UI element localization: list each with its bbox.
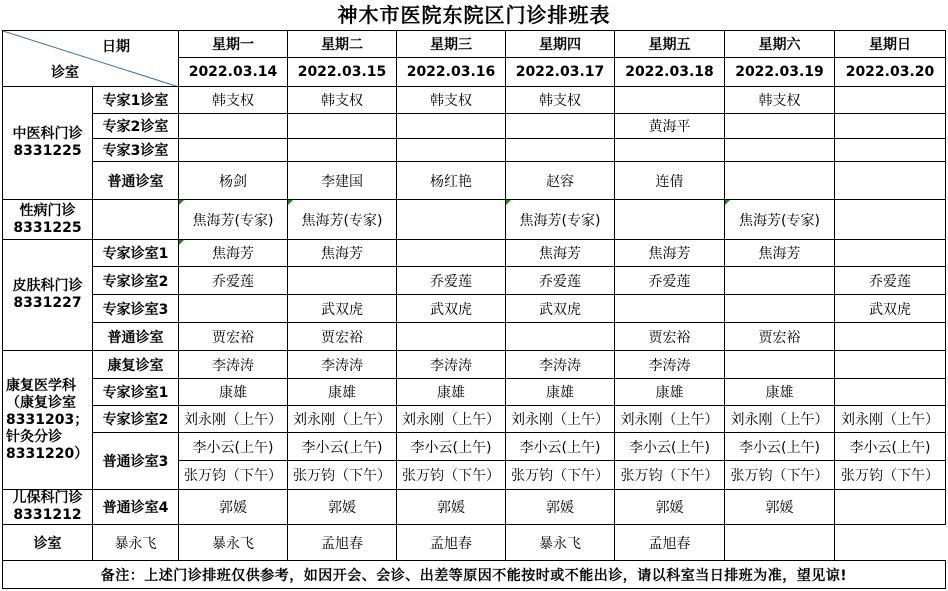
room-cell: 普通诊室4 bbox=[93, 490, 179, 525]
room-cell: 专家1诊室 bbox=[93, 87, 179, 114]
schedule-row bbox=[3, 162, 946, 200]
date-header: 2022.03.17 bbox=[506, 58, 615, 87]
doctor-cell: 贾宏裕 bbox=[179, 323, 288, 351]
doctor-cell: 郭媛 bbox=[725, 490, 835, 525]
doctor-cell: 韩支权 bbox=[179, 87, 288, 114]
room-cell: 专家诊室2 bbox=[93, 267, 179, 295]
schedule-row bbox=[3, 351, 946, 379]
doctor-cell bbox=[615, 200, 725, 240]
footnote: 备注：上述门诊排班仅供参考，如因开会、会诊、出差等原因不能按时或不能出诊，请以科室当日排班为准，望见谅! bbox=[3, 561, 946, 589]
doctor-cell bbox=[835, 87, 946, 114]
doctor-cell: 赵容 bbox=[506, 162, 615, 200]
doctor-cell: 刘永刚（上午） bbox=[725, 406, 835, 433]
doctor-cell: 韩支权 bbox=[397, 87, 506, 114]
doctor-cell bbox=[835, 379, 946, 406]
doctor-cell: 张万钧（下午） bbox=[506, 461, 615, 490]
doctor-cell: 乔爱莲 bbox=[506, 267, 615, 295]
schedule-row bbox=[3, 267, 946, 295]
doctor-cell: 郭媛 bbox=[397, 490, 506, 525]
doctor-cell bbox=[179, 114, 288, 139]
doctor-cell bbox=[615, 139, 725, 162]
doctor-cell bbox=[725, 139, 835, 162]
schedule-row bbox=[3, 240, 946, 267]
header-row-days bbox=[3, 31, 946, 58]
doctor-cell: 韩支权 bbox=[725, 87, 835, 114]
doctor-cell bbox=[288, 114, 397, 139]
department-phone: 8331225 bbox=[13, 143, 82, 159]
doctor-cell: 贾宏裕 bbox=[288, 323, 397, 351]
doctor-cell: 孟旭春 bbox=[288, 525, 397, 561]
schedule-row bbox=[3, 87, 946, 114]
doctor-cell: 康雄 bbox=[179, 379, 288, 406]
department-name: 性病门诊 bbox=[19, 202, 76, 219]
date-header: 2022.03.14 bbox=[179, 58, 288, 87]
doctor-cell: 武双虎 bbox=[835, 295, 946, 323]
schedule-row bbox=[3, 379, 946, 406]
doctor-cell: 李涛涛 bbox=[288, 351, 397, 379]
doctor-cell: 武双虎 bbox=[397, 295, 506, 323]
doctor-cell: 乔爱莲 bbox=[397, 267, 506, 295]
doctor-cell: 张万钧（下午） bbox=[288, 461, 397, 490]
schedule-row bbox=[3, 433, 946, 461]
doctor-cell: 焦海芳 bbox=[179, 240, 288, 267]
doctor-cell bbox=[615, 295, 725, 323]
date-header: 2022.03.15 bbox=[288, 58, 397, 87]
doctor-cell bbox=[725, 525, 835, 561]
department-phone: 8331212 bbox=[13, 507, 82, 523]
doctor-cell bbox=[835, 162, 946, 200]
diagonal-divider bbox=[3, 31, 179, 87]
doctor-cell: 连倩 bbox=[615, 162, 725, 200]
doctor-cell: 李小云(上午) bbox=[506, 433, 615, 461]
doctor-cell bbox=[835, 139, 946, 162]
corner-header bbox=[3, 31, 179, 87]
doctor-cell: 黄海平 bbox=[615, 114, 725, 139]
doctor-cell: 焦海芳 bbox=[506, 240, 615, 267]
doctor-cell bbox=[835, 240, 946, 267]
doctor-cell: 孟旭春 bbox=[615, 525, 725, 561]
doctor-cell bbox=[397, 200, 506, 240]
doctor-cell: 焦海芳 bbox=[615, 240, 725, 267]
doctor-cell: 暴永飞 bbox=[93, 525, 179, 561]
doctor-cell: 孟旭春 bbox=[397, 525, 506, 561]
doctor-cell: 李涛涛 bbox=[179, 351, 288, 379]
doctor-cell: 康雄 bbox=[725, 379, 835, 406]
doctor-cell: 康雄 bbox=[397, 379, 506, 406]
room-cell: 普通诊室3 bbox=[93, 433, 179, 490]
doctor-cell bbox=[835, 490, 946, 525]
date-header: 2022.03.20 bbox=[835, 58, 946, 87]
department-phone: 8331227 bbox=[13, 295, 82, 311]
doctor-cell: 杨红艳 bbox=[397, 162, 506, 200]
doctor-cell bbox=[725, 162, 835, 200]
date-header: 2022.03.18 bbox=[615, 58, 725, 87]
doctor-cell: 暴永飞 bbox=[179, 525, 288, 561]
doctor-cell: 乔爱莲 bbox=[835, 267, 946, 295]
day-header: 星期一 bbox=[179, 31, 288, 58]
note-row bbox=[3, 561, 946, 589]
doctor-cell: 张万钧（下午） bbox=[725, 461, 835, 490]
doctor-cell bbox=[397, 323, 506, 351]
doctor-cell: 韩支权 bbox=[288, 87, 397, 114]
department-cell bbox=[3, 87, 93, 200]
doctor-cell bbox=[725, 267, 835, 295]
day-header: 星期五 bbox=[615, 31, 725, 58]
doctor-cell: 贾宏裕 bbox=[725, 323, 835, 351]
day-header: 星期日 bbox=[835, 31, 946, 58]
room-cell bbox=[93, 200, 179, 240]
room-cell: 专家诊室1 bbox=[93, 379, 179, 406]
doctor-cell bbox=[179, 295, 288, 323]
doctor-cell: 康雄 bbox=[288, 379, 397, 406]
schedule-row bbox=[3, 323, 946, 351]
doctor-cell: 郭媛 bbox=[288, 490, 397, 525]
doctor-cell: 李涛涛 bbox=[615, 351, 725, 379]
room-cell: 普通诊室 bbox=[93, 162, 179, 200]
doctor-cell: 刘永刚（上午） bbox=[506, 406, 615, 433]
doctor-cell: 武双虎 bbox=[288, 295, 397, 323]
doctor-cell bbox=[725, 351, 835, 379]
doctor-cell: 刘永刚（上午） bbox=[615, 406, 725, 433]
doctor-cell bbox=[179, 139, 288, 162]
room-cell: 诊室 bbox=[3, 525, 93, 561]
department-name: 皮肤科门诊 bbox=[12, 278, 83, 294]
doctor-cell: 焦海芳(专家) bbox=[506, 200, 615, 240]
doctor-cell bbox=[835, 351, 946, 379]
doctor-cell: 焦海芳 bbox=[725, 240, 835, 267]
schedule-row bbox=[3, 139, 946, 162]
doctor-cell: 李小云(上午) bbox=[179, 433, 288, 461]
doctor-cell bbox=[835, 200, 946, 240]
doctor-cell bbox=[397, 240, 506, 267]
room-cell: 专家诊室2 bbox=[93, 406, 179, 433]
doctor-cell: 李建国 bbox=[288, 162, 397, 200]
doctor-cell bbox=[397, 114, 506, 139]
department-name: 康复医学科（康复诊室8331203；针灸分诊8331220） bbox=[6, 377, 89, 462]
doctor-cell: 乔爱莲 bbox=[179, 267, 288, 295]
doctor-cell bbox=[506, 139, 615, 162]
schedule-row bbox=[3, 295, 946, 323]
doctor-cell bbox=[835, 114, 946, 139]
room-cell: 专家3诊室 bbox=[93, 139, 179, 162]
doctor-cell: 武双虎 bbox=[506, 295, 615, 323]
doctor-cell: 张万钧（下午） bbox=[397, 461, 506, 490]
doctor-cell: 焦海芳(专家) bbox=[725, 200, 835, 240]
schedule-row bbox=[3, 490, 946, 525]
doctor-cell: 焦海芳 bbox=[288, 240, 397, 267]
doctor-cell: 康雄 bbox=[506, 379, 615, 406]
schedule-row bbox=[3, 525, 946, 561]
doctor-cell: 焦海芳(专家) bbox=[179, 200, 288, 240]
department-cell bbox=[3, 200, 93, 240]
department-phone: 8331225 bbox=[13, 219, 82, 236]
doctor-cell: 郭媛 bbox=[615, 490, 725, 525]
day-header: 星期六 bbox=[725, 31, 835, 58]
doctor-cell: 刘永刚（上午） bbox=[397, 406, 506, 433]
corner-room-label: 诊室 bbox=[51, 65, 79, 81]
doctor-cell: 郭媛 bbox=[506, 490, 615, 525]
doctor-cell: 李小云(上午) bbox=[835, 433, 946, 461]
date-header: 2022.03.19 bbox=[725, 58, 835, 87]
doctor-cell: 康雄 bbox=[615, 379, 725, 406]
doctor-cell: 郭媛 bbox=[179, 490, 288, 525]
room-cell: 专家诊室3 bbox=[93, 295, 179, 323]
doctor-cell: 刘永刚（上午） bbox=[835, 406, 946, 433]
page-title: 神木市医院东院区门诊排班表 bbox=[337, 3, 611, 27]
doctor-cell: 张万钧（下午） bbox=[179, 461, 288, 490]
doctor-cell: 李涛涛 bbox=[506, 351, 615, 379]
doctor-cell: 李涛涛 bbox=[397, 351, 506, 379]
doctor-cell: 刘永刚（上午） bbox=[288, 406, 397, 433]
doctor-cell: 韩支权 bbox=[506, 87, 615, 114]
corner-date-label: 日期 bbox=[102, 39, 130, 55]
day-header: 星期二 bbox=[288, 31, 397, 58]
doctor-cell bbox=[506, 323, 615, 351]
doctor-cell bbox=[397, 139, 506, 162]
room-cell: 专家诊室1 bbox=[93, 240, 179, 267]
doctor-cell bbox=[288, 139, 397, 162]
doctor-cell: 刘永刚（上午） bbox=[179, 406, 288, 433]
doctor-cell: 乔爱莲 bbox=[615, 267, 725, 295]
doctor-cell bbox=[835, 323, 946, 351]
day-header: 星期三 bbox=[397, 31, 506, 58]
schedule-row bbox=[3, 406, 946, 433]
doctor-cell: 贾宏裕 bbox=[615, 323, 725, 351]
doctor-cell: 暴永飞 bbox=[506, 525, 615, 561]
department-name: 儿保科门诊 bbox=[12, 490, 83, 506]
schedule-row bbox=[3, 114, 946, 139]
room-cell: 普通诊室 bbox=[93, 323, 179, 351]
doctor-cell bbox=[506, 114, 615, 139]
date-header: 2022.03.16 bbox=[397, 58, 506, 87]
room-cell: 专家2诊室 bbox=[93, 114, 179, 139]
doctor-cell: 张万钧（下午） bbox=[835, 461, 946, 490]
schedule-row bbox=[3, 200, 946, 240]
schedule-table bbox=[2, 30, 946, 589]
room-cell: 康复诊室 bbox=[93, 351, 179, 379]
doctor-cell: 李小云(上午) bbox=[725, 433, 835, 461]
department-name: 中医科门诊 bbox=[12, 126, 83, 142]
doctor-cell: 焦海芳(专家) bbox=[288, 200, 397, 240]
doctor-cell bbox=[615, 87, 725, 114]
doctor-cell: 李小云(上午) bbox=[615, 433, 725, 461]
department-cell bbox=[3, 351, 93, 490]
doctor-cell: 李小云(上午) bbox=[288, 433, 397, 461]
department-cell bbox=[3, 490, 93, 525]
doctor-cell: 张万钧（下午） bbox=[615, 461, 725, 490]
department-cell bbox=[3, 240, 93, 351]
doctor-cell: 李小云(上午) bbox=[397, 433, 506, 461]
doctor-cell bbox=[288, 267, 397, 295]
doctor-cell: 杨剑 bbox=[179, 162, 288, 200]
doctor-cell bbox=[725, 114, 835, 139]
doctor-cell bbox=[725, 295, 835, 323]
day-header: 星期四 bbox=[506, 31, 615, 58]
